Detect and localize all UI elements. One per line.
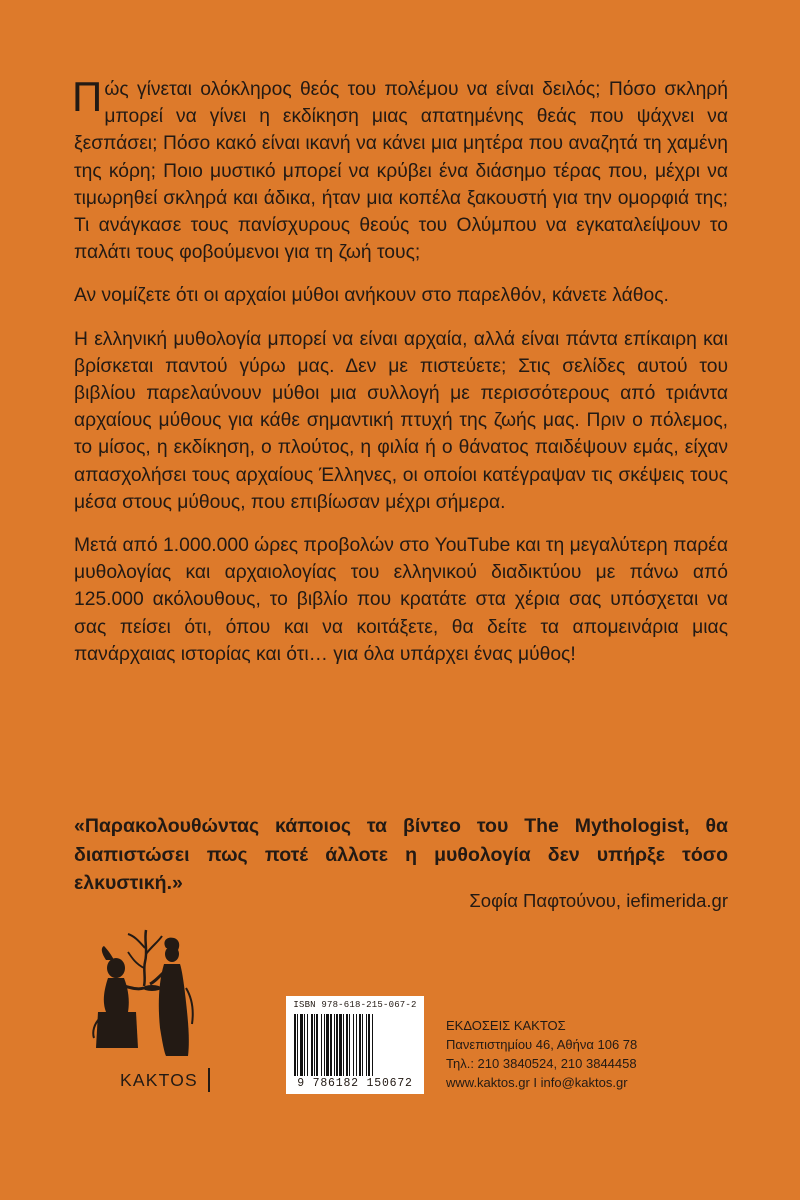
publisher-web: www.kaktos.gr I info@kaktos.gr: [446, 1075, 628, 1090]
barcode-bar: [346, 1014, 348, 1076]
blurb-paragraph-1: [72, 73, 728, 266]
barcode-bar: [316, 1014, 318, 1076]
logo-wordmark: KAKTOS: [120, 1069, 198, 1090]
quote-attribution: Σοφία Παφτούνου, iefimerida.gr: [469, 890, 728, 911]
blurb-paragraph-3: Η ελληνική μυθολογία μπορεί να είναι αρχαία, αλλά είναι πάντα επίκαιρη και βρίσκεται παντού γύρω μας. Δεν με πιστεύετε; Στις σελίδες αυτού του βιβλίου παρελαύνουν μύθοι μια συλλογή με περισσότερους από τριάντα αρχαίους μύθους για κάθε σημαντική πτυχή της ζωής μας. Πριν ο πόλεμος, το μίσος, η εκδίκηση, ο πλούτος, η φιλία ή ο θάνατος παιδέψουν εμάς, είχαν απασχολήσει τους αρχαίους Έλληνες, οι οποίοι κατέγραψαν τις σκέψεις τους μέσα στους μύθους, που επιβίωσαν μέχρι σήμερα.: [74, 328, 728, 513]
barcode-bars: [294, 1014, 416, 1076]
barcode-bar: [311, 1014, 313, 1076]
barcode-bar: [300, 1014, 303, 1076]
ean-digits: 9 786182 150672: [297, 1077, 413, 1090]
barcode-bar: [334, 1014, 335, 1076]
logo-divider: [208, 1068, 210, 1092]
barcode-bar: [304, 1014, 305, 1076]
barcode-bar: [321, 1014, 322, 1076]
blurb-paragraph-2: Αν νομίζετε ότι οι αρχαίοι μύθοι ανήκουν στο παρελθόν, κάνετε λάθος.: [74, 285, 669, 307]
barcode-bar: [362, 1014, 363, 1076]
publisher-address: Πανεπιστημίου 46, Αθήνα 106 78: [446, 1037, 638, 1052]
barcode-bar: [353, 1014, 354, 1076]
barcode-bar: [326, 1014, 329, 1076]
barcode-bar: [366, 1014, 367, 1076]
barcode-bar: [336, 1014, 338, 1076]
barcode-bar: [307, 1014, 308, 1076]
barcode-bar: [339, 1014, 342, 1076]
publisher-name: ΕΚΔΟΣΕΙΣ ΚΑΚΤΟΣ: [446, 1018, 566, 1033]
barcode-bar: [359, 1014, 361, 1076]
barcode-bar: [372, 1014, 373, 1076]
isbn-label: ISBN 978-618-215-067-2: [293, 1000, 417, 1010]
barcode: [286, 996, 424, 1094]
barcode-bar: [314, 1014, 315, 1076]
drop-cap: Π: [72, 73, 103, 120]
publisher-phone: Τηλ.: 210 3840524, 210 3844458: [446, 1056, 637, 1071]
barcode-bar: [343, 1014, 344, 1076]
publisher-info: [446, 1016, 637, 1092]
review-quote: «Παρακολουθώντας κάποιος τα βίντεο του The Mythologist, θα διαπιστώσει πως ποτέ άλλοτε η μυθολογία δεν υπήρξε τόσο ελκυστική.»: [74, 815, 728, 894]
blurb-paragraph-4: Μετά από 1.000.000 ώρες προβολών στο YouTube και τη μεγαλύτερη παρέα μυθολογίας και αρχαιολογίας του ελληνικού διαδικτύου με πάνω από 125.000 ακόλουθους, το βιβλίο που κρατάτε στα χέρια σας υπόσχεται να σας πείσει ότι, όπου και να κοιτάξετε, θα δείτε τα απομεινάρια μιας πανάρχαιας ιστορίας και ότι… για όλα υπάρχει ένας μύθος!: [74, 535, 728, 665]
barcode-bar: [294, 1014, 296, 1076]
vase-painting-illustration: [88, 928, 206, 1058]
barcode-bar: [349, 1014, 350, 1076]
blurb: [72, 73, 728, 684]
blurb-paragraph-1-text: ώς γίνεται ολόκληρος θεός του πολέμου να είναι δειλός; Πόσο σκληρή μπορεί να γίνει η εκδίκηση μιας απατημένης θεάς που ψάχνει να ξεσπάσει; Πόσο κακό είναι ικανή να κάνει μια μητέρα που αναζητά τη χαμένη της κόρη; Ποιο μυστικό μπορεί να κρύβει ένα διάσημο τέρας που, μέχρι να τιμωρηθεί σκληρά και άδικα, ήταν μια κοπέλα ξακουστή για την ομορφιά της; Τι ανάγκασε τους πανίσχυρους θεούς του Ολύμπου να εγκαταλείψουν το παλάτι τους φοβούμενοι για τη ζωή τους;: [74, 79, 728, 264]
barcode-bar: [324, 1014, 325, 1076]
barcode-bar: [356, 1014, 357, 1076]
publisher-logo: [120, 1068, 210, 1092]
barcode-bar: [330, 1014, 332, 1076]
barcode-bar: [368, 1014, 370, 1076]
barcode-bar: [297, 1014, 298, 1076]
